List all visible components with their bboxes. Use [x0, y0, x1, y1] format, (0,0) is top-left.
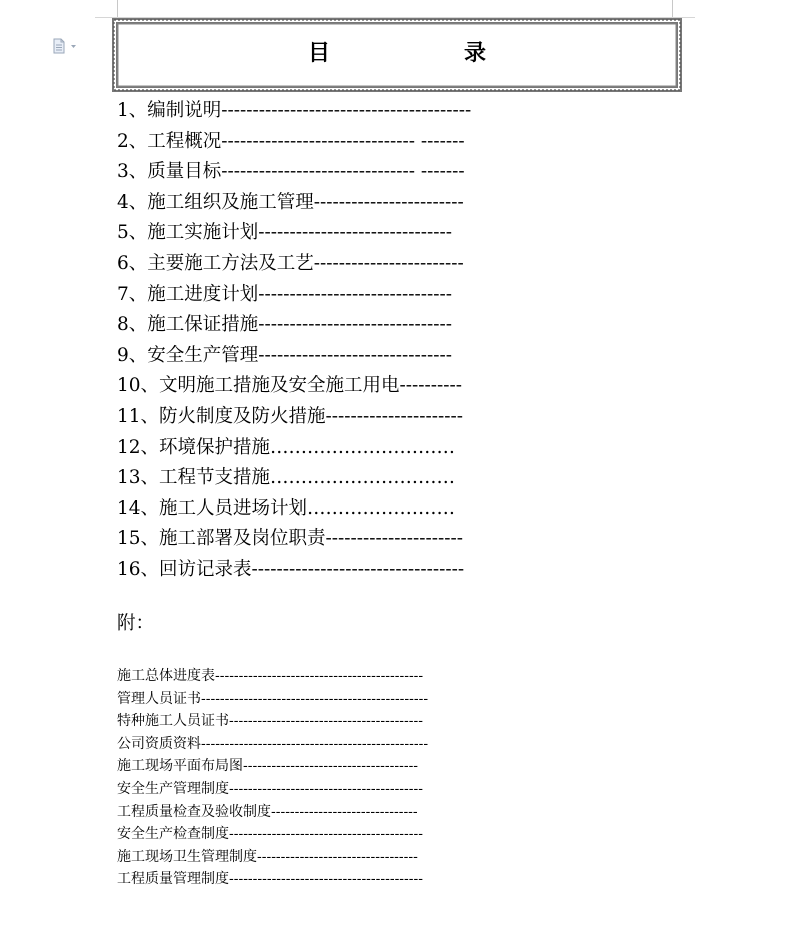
attachment-item: 工程质量管理制度----------------------------------------- — [117, 871, 423, 888]
attachment-item: 安全生产检查制度----------------------------------------- — [117, 826, 423, 843]
toc-list — [117, 96, 471, 586]
toc-item: 4、施工组织及施工管理------------------------ — [117, 191, 464, 213]
toc-item: 8、施工保证措施------------------------------- — [117, 314, 453, 336]
toc-item: 2、工程概况------------------------------- ------- — [117, 130, 465, 152]
attachment-item: 工程质量检查及验收制度------------------------------- — [117, 803, 418, 820]
attachment-list — [117, 665, 428, 891]
margin-guide-left — [117, 0, 118, 18]
toc-item: 3、质量目标------------------------------- ------- — [117, 161, 465, 183]
toc-item: 9、安全生产管理------------------------------- — [117, 344, 453, 366]
attachment-item: 施工总体进度表-------------------------------------------- — [117, 668, 424, 684]
attachment-item: 公司资质资料------------------------------------------------ — [117, 735, 429, 752]
page-title: 目 录 — [307, 40, 516, 66]
toc-item: 10、文明施工措施及安全施工用电---------- — [117, 375, 463, 397]
attachment-item: 施工现场卫生管理制度---------------------------------- — [117, 848, 418, 865]
toc-item: 6、主要施工方法及工艺------------------------ — [117, 252, 464, 274]
attachment-item: 特种施工人员证书----------------------------------------- — [117, 713, 423, 730]
margin-guide-right — [672, 0, 673, 18]
toc-item: 14、施工人员进场计划…………………… — [117, 497, 456, 519]
attachment-item: 管理人员证书------------------------------------------------ — [117, 690, 429, 707]
toc-item: 12、环境保护措施………………………… — [117, 436, 456, 458]
toc-item: 15、施工部署及岗位职责---------------------- — [117, 528, 464, 550]
title-frame — [112, 18, 682, 92]
toc-item: 16、回访记录表---------------------------------- — [117, 558, 465, 580]
toc-item: 5、施工实施计划------------------------------- — [117, 222, 453, 244]
toc-item: 1、编制说明---------------------------------------- — [117, 100, 472, 121]
attachment-item: 安全生产管理制度----------------------------------------- — [117, 780, 423, 797]
toc-item: 11、防火制度及防火措施---------------------- — [117, 405, 464, 427]
attachment-item: 施工现场平面布局图------------------------------------- — [117, 758, 419, 775]
toc-item: 13、工程节支措施………………………… — [117, 467, 456, 489]
document-options-icon[interactable] — [52, 38, 80, 54]
toc-item: 7、施工进度计划------------------------------- — [117, 283, 453, 305]
appendix-label: 附： — [117, 613, 155, 634]
